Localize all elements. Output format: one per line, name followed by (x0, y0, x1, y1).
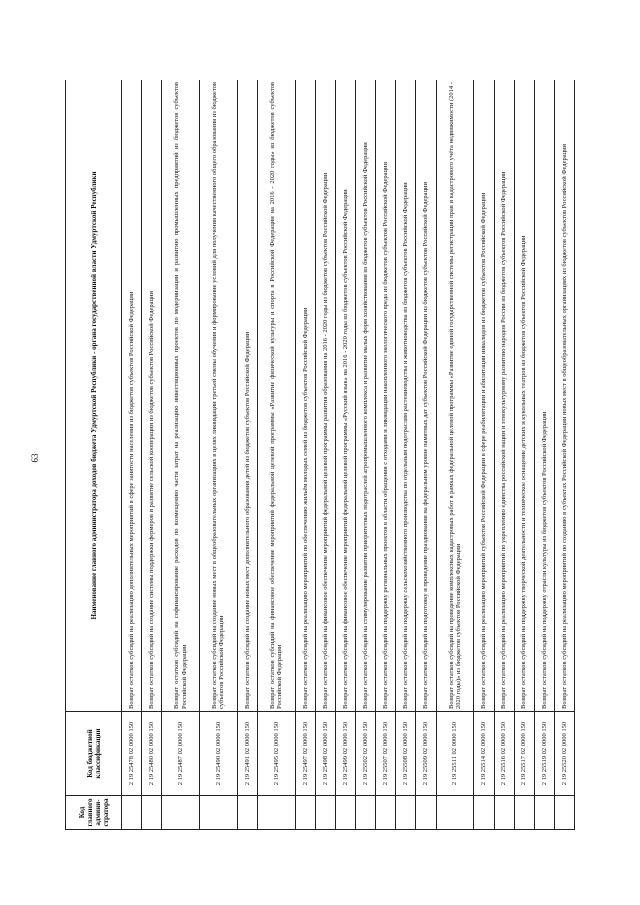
bk-code-cell: 2 19 25499 02 0000 150 (336, 712, 356, 796)
admin-code-cell (376, 796, 396, 830)
admin-code-cell (436, 796, 474, 830)
bk-code-cell: 2 19 25516 02 0000 150 (494, 712, 514, 796)
table-row (336, 80, 356, 830)
name-cell: Возврат остатков субсидий на финансовое обеспечение мероприятий федеральной целевой программы «Русский язык» на 2016 - 2020 годы из бюджетов субъектов Российской Федерации (336, 80, 356, 712)
admin-code-cell (237, 796, 257, 830)
admin-code-cell (554, 796, 574, 830)
name-cell: Возврат остатков субсидий на реализацию мероприятий по созданию в субъектах Российской Федерации новых мест в общеобразовательных организациях из бюджетов субъектов Российской Федерации (554, 80, 574, 712)
bk-code-cell: 2 19 25497 02 0000 150 (295, 712, 315, 796)
admin-code-cell (122, 796, 142, 830)
name-cell: Возврат остатков субсидий на поддержку творческой деятельности и техническое оснащение детских и кукольных театров из бюджетов субъектов Российской Федерации (514, 80, 534, 712)
table-row (416, 80, 436, 830)
name-cell: Возврат остатков субсидий на подготовку и проведение празднования на федеральном уровне памятных дат субъектов Российской Федерации из бюджетов субъектов Российской Федерации (416, 80, 436, 712)
table-row (514, 80, 534, 830)
header-bk-code: Код бюджетной классификации (66, 712, 122, 796)
bk-code-cell: 2 19 25491 02 0000 150 (237, 712, 257, 796)
bk-code-cell: 2 19 25511 02 0000 150 (436, 712, 474, 796)
bk-code-cell: 2 19 25519 02 0000 150 (534, 712, 554, 796)
name-cell: Возврат остатков субсидий на поддержку отрасли культуры из бюджетов субъектов Российской Федерации (534, 80, 554, 712)
admin-code-cell (142, 796, 162, 830)
table-row (257, 80, 295, 830)
admin-code-cell (162, 796, 200, 830)
admin-code-cell (514, 796, 534, 830)
table-row (554, 80, 574, 830)
table-row (200, 80, 238, 830)
header-admin-code: Код главного админи-стратора (66, 796, 122, 830)
bk-code-cell: 2 19 25509 02 0000 150 (416, 712, 436, 796)
table-row (122, 80, 142, 830)
table-row (315, 80, 335, 830)
table-header-row (66, 80, 122, 830)
table-body (122, 80, 575, 830)
bk-code-cell: 2 19 25478 02 0000 150 (122, 712, 142, 796)
page-number: 63 (30, 453, 40, 463)
table-row (534, 80, 554, 830)
admin-code-cell (356, 796, 376, 830)
admin-code-cell (534, 796, 554, 830)
document-sheet (65, 80, 575, 830)
bk-code-cell: 2 19 25520 02 0000 150 (554, 712, 574, 796)
table-row (376, 80, 396, 830)
table-row (474, 80, 494, 830)
name-cell: Возврат остатков субсидий на софинансирование расходов по возмещению части затрат на реализацию инвестиционных проектов по модернизации и развитию промышленных предприятий из бюджетов субъектов Российской Федерации (162, 80, 200, 712)
name-cell: Возврат остатков субсидий на создание новых мест в общеобразовательных организациях в целях ликвидации третьей смены обучения и формирование условий для получения качественного общего образования из бюджетов субъектов Российской Федерации (200, 80, 238, 712)
name-cell: Возврат остатков субсидий на поддержку региональных проектов в области обращения с отходами и ликвидации накопленного экологического вреда из бюджетов субъектов Российской Федерации (376, 80, 396, 712)
name-cell: Возврат остатков субсидий на создание новых мест дополнительного образования детей из бюджетов субъектов Российской Федерации (237, 80, 257, 712)
bk-code-cell: 2 19 25507 02 0000 150 (376, 712, 396, 796)
name-cell: Возврат остатков субсидий на реализацию мероприятий субъектов Российской Федерации в сфере реабилитации и абилитации инвалидов из бюджетов субъектов Российской Федерации (474, 80, 494, 712)
bk-code-cell: 2 19 25495 02 0000 150 (257, 712, 295, 796)
table-row (396, 80, 416, 830)
name-cell: Возврат остатков субсидий на финансовое обеспечение мероприятий федеральной целевой программы «Развитие физической культуры и спорта в Российской Федерации на 2016 - 2020 годы» из бюджетов субъектов Российской Федерации (257, 80, 295, 712)
admin-code-cell (200, 796, 238, 830)
name-cell: Возврат остатков субсидий на поддержку сельскохозяйственного производства по отдельным подотраслям растениеводства и животноводства из бюджетов субъектов Российской Федерации (396, 80, 416, 712)
name-cell: Возврат остатков субсидий на реализацию мероприятий по обеспечению жильём молодых семей из бюджетов субъектов Российской Федерации (295, 80, 315, 712)
bk-code-cell: 2 19 25498 02 0000 150 (315, 712, 335, 796)
header-name: Наименование главного администратора доходов бюджета Удмуртской Республики - органа государственной власти Удмуртской Республики (66, 80, 122, 712)
revenue-classification-table (65, 80, 575, 830)
bk-code-cell: 2 19 25502 02 0000 150 (356, 712, 376, 796)
admin-code-cell (295, 796, 315, 830)
name-cell: Возврат остатков субсидий на финансовое обеспечение мероприятий федеральной целевой программы развития образования на 2016 - 2020 годы из бюджетов субъектов Российской Федерации (315, 80, 335, 712)
bk-code-cell: 2 19 25514 02 0000 150 (474, 712, 494, 796)
name-cell: Возврат остатков субсидий на реализацию дополнительных мероприятий в сфере занятости населения из бюджетов субъектов Российской Федерации (122, 80, 142, 712)
table-row (237, 80, 257, 830)
admin-code-cell (396, 796, 416, 830)
bk-code-cell: 2 19 25480 02 0000 150 (142, 712, 162, 796)
table-row (436, 80, 474, 830)
name-cell: Возврат остатков субсидий на проведение комплексных кадастровых работ в рамках федеральной целевой программы «Развитие единой государственной системы регистрации прав и кадастрового учёта недвижимости (2014 - 2020 годы)» из бюджетов субъектов Российской Федерации (436, 80, 474, 712)
rotated-table-container (65, 80, 575, 830)
bk-code-cell: 2 19 25490 02 0000 150 (200, 712, 238, 796)
admin-code-cell (315, 796, 335, 830)
admin-code-cell (336, 796, 356, 830)
table-row (162, 80, 200, 830)
admin-code-cell (257, 796, 295, 830)
bk-code-cell: 2 19 25487 02 0000 150 (162, 712, 200, 796)
table-row (142, 80, 162, 830)
bk-code-cell: 2 19 25508 02 0000 150 (396, 712, 416, 796)
table-row (356, 80, 376, 830)
name-cell: Возврат остатков субсидий на создание системы поддержки фермеров и развитие сельской кооперации из бюджетов субъектов Российской Федерации (142, 80, 162, 712)
admin-code-cell (494, 796, 514, 830)
name-cell: Возврат остатков субсидий на стимулирование развития приоритетных подотраслей агропромышленного комплекса и развитие малых форм хозяйствования из бюджетов субъектов Российской Федерации (356, 80, 376, 712)
admin-code-cell (474, 796, 494, 830)
bk-code-cell: 2 19 25517 02 0000 150 (514, 712, 534, 796)
table-row (295, 80, 315, 830)
admin-code-cell (416, 796, 436, 830)
name-cell: Возврат остатков субсидий на реализацию мероприятий по укреплению единства российской нации и этнокультурному развитию народов России из бюджетов субъектов Российской Федерации (494, 80, 514, 712)
table-row (494, 80, 514, 830)
